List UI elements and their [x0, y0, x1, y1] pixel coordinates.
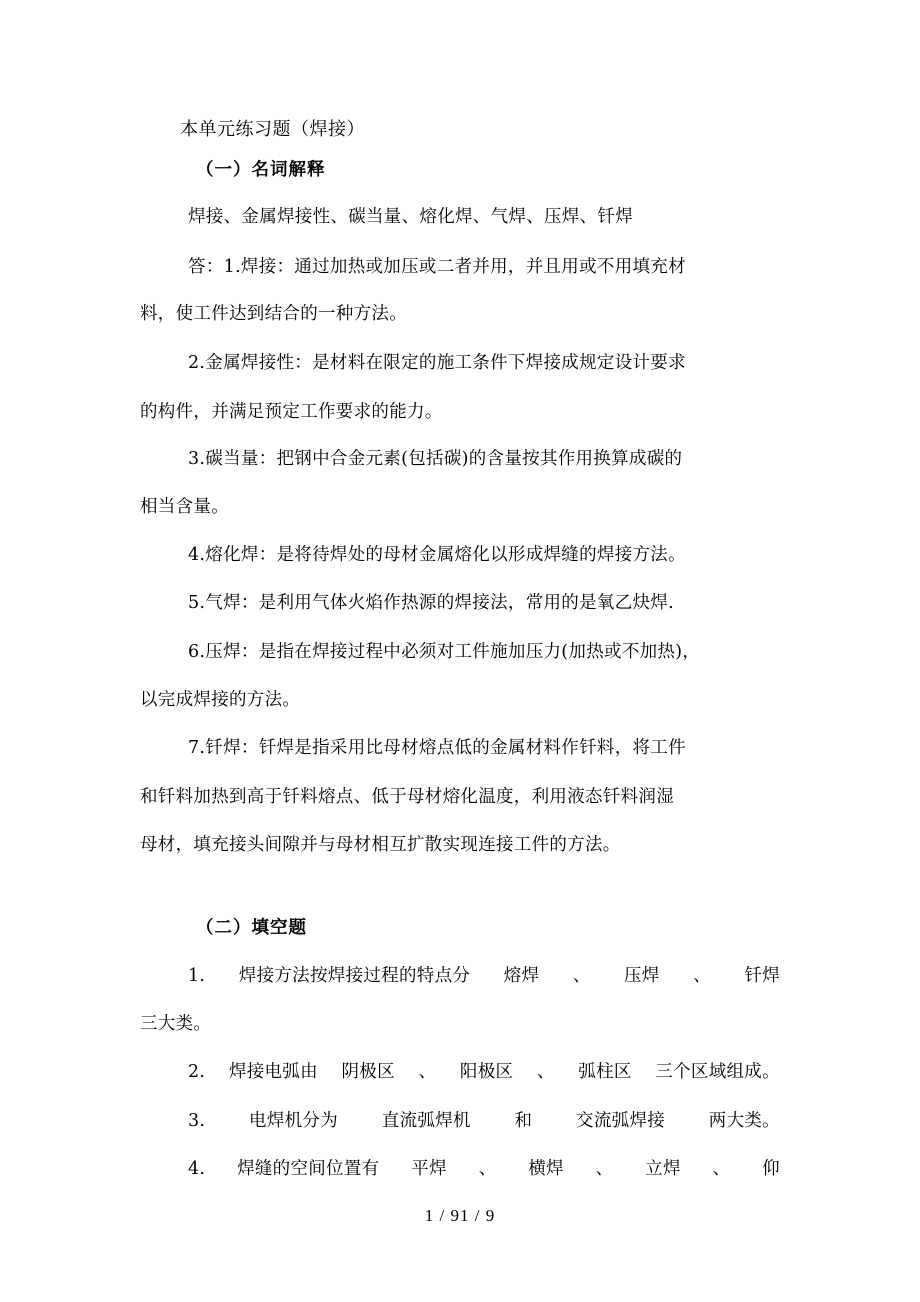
question-3-conjunction: 和 — [514, 1111, 533, 1131]
question-1-separator-2: 、 — [693, 966, 711, 986]
answer-5: 5.气焊：是利用气体火焰作热源的焊接法，常用的是氧乙炔焊. — [188, 593, 674, 613]
question-2-answer-2: 阳极区 — [459, 1062, 514, 1082]
question-3-text: 电焊机分为 — [249, 1111, 339, 1131]
section-heading-fill-blank: （二）填空题 — [196, 918, 307, 938]
answer-2-line-1: 2.金属焊接性：是材料在限定的施工条件下焊接成规定设计要求 — [188, 353, 686, 373]
question-4-separator-3: 、 — [712, 1159, 731, 1179]
answer-3-line-2: 相当含量。 — [140, 497, 229, 517]
answer-4: 4.熔化焊：是将待焊处的母材金属熔化以形成焊缝的焊接方法。 — [188, 545, 686, 565]
term-list: 焊接、金属焊接性、碳当量、熔化焊、气焊、压焊、钎焊 — [188, 207, 633, 227]
question-4-answer-4: 仰 — [762, 1159, 780, 1179]
answer-6-line-1: 6.压焊：是指在焊接过程中必须对工件施加压力(加热或不加热)， — [188, 642, 701, 662]
answer-3-line-1: 3.碳当量：把钢中合金元素(包括碳)的含量按其作用换算成碳的 — [188, 449, 683, 469]
question-3-answer-2: 交流弧焊接 — [576, 1111, 666, 1131]
question-2-answer-3: 弧柱区 — [578, 1062, 632, 1082]
question-2-separator-1: 、 — [418, 1062, 437, 1082]
question-1-answer-3: 钎焊 — [744, 966, 780, 986]
question-4-separator-2: 、 — [595, 1159, 614, 1179]
question-1-line-1 — [188, 964, 780, 988]
answer-1-line-2: 料，使工件达到结合的一种方法。 — [140, 304, 407, 324]
answer-7-line-3: 母材，填充接头间隙并与母材相互扩散实现连接工件的方法。 — [140, 835, 621, 855]
question-1-separator-1: 、 — [572, 966, 591, 986]
answer-7-line-2: 和钎料加热到高于钎料熔点、低于母材熔化温度，利用液态钎料润湿 — [140, 787, 674, 807]
question-1-answer-1: 熔焊 — [503, 966, 540, 986]
question-2-text: 焊接电弧由 — [228, 1062, 318, 1082]
answer-2-line-2: 的构件，并满足预定工作要求的能力。 — [140, 402, 443, 422]
question-1-text: 焊接方法按焊接过程的特点分 — [238, 966, 471, 986]
question-1-line-2: 三大类。 — [140, 1014, 212, 1034]
page-number: 1 / 91 / 9 — [424, 1206, 496, 1225]
question-3-tail: 两大类。 — [708, 1111, 780, 1131]
question-4-text: 焊缝的空间位置有 — [237, 1159, 380, 1179]
question-4-answer-3: 立焊 — [645, 1159, 681, 1179]
question-4-number: 4. — [188, 1159, 206, 1179]
question-3-answer-1: 直流弧焊机 — [381, 1111, 471, 1131]
answer-7-line-1: 7.钎焊：钎焊是指采用比母材熔点低的金属材料作钎料，将工件 — [188, 738, 686, 758]
question-4-separator-1: 、 — [478, 1159, 497, 1179]
question-2 — [188, 1060, 780, 1084]
answer-6-line-2: 以完成焊接的方法。 — [140, 690, 301, 710]
question-2-tail: 三个区域组成。 — [655, 1062, 780, 1082]
question-4-answer-1: 平焊 — [411, 1159, 447, 1179]
question-2-number: 2. — [188, 1062, 206, 1082]
question-2-answer-1: 阴极区 — [341, 1062, 395, 1082]
question-3-number: 3. — [188, 1111, 206, 1131]
question-4-answer-2: 横焊 — [528, 1159, 564, 1179]
question-1-number: 1. — [188, 966, 206, 986]
answer-1-line-1: 答：1.焊接：通过加热或加压或二者并用，并且用或不用填充材 — [188, 257, 686, 277]
question-1-answer-2: 压焊 — [624, 966, 660, 986]
question-4 — [188, 1157, 780, 1181]
question-3 — [188, 1109, 780, 1133]
document-title: 本单元练习题（焊接） — [180, 119, 365, 139]
question-2-separator-2: 、 — [536, 1062, 555, 1082]
section-heading-terms: （一）名词解释 — [196, 160, 326, 180]
